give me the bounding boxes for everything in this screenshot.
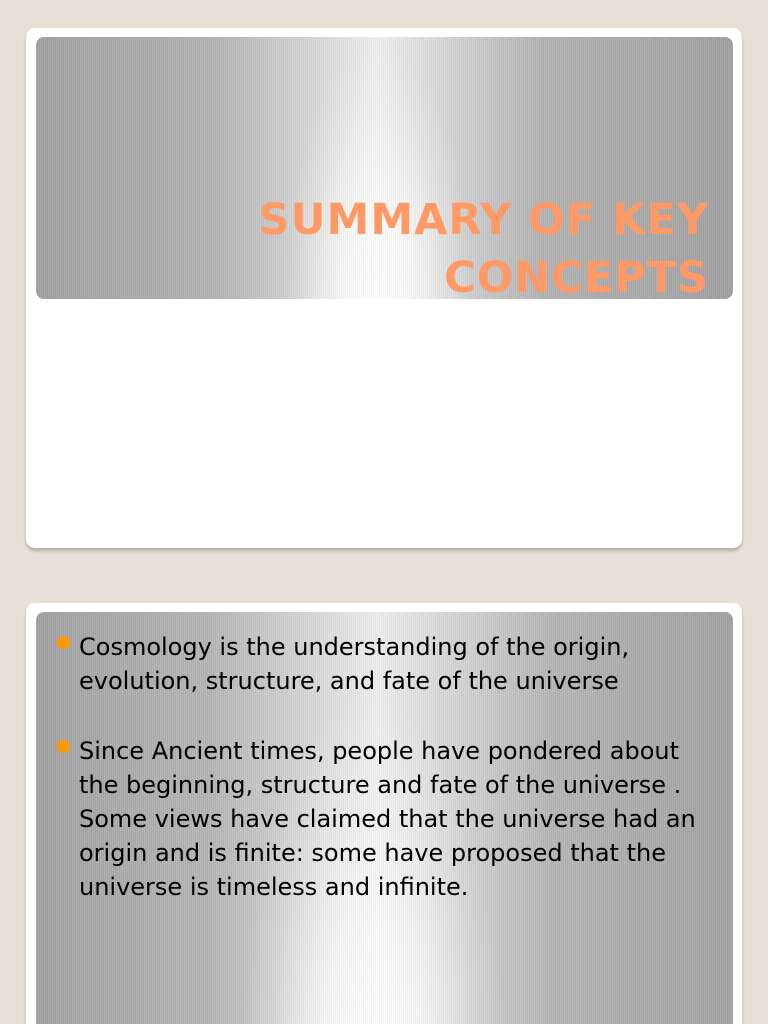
content-panel <box>36 612 733 1024</box>
bullet-text: Since Ancient times, people have pondered about the beginning, structure and fate of the universe . Some views have claimed that the universe had an origin and is finite: some have proposed that the universe is timeless and infinite. <box>79 737 696 901</box>
bullet-text: Cosmology is the understanding of the origin, evolution, structure, and fate of the universe <box>79 633 630 695</box>
slide-title: SUMMARY OF KEY CONCEPTS <box>258 195 709 299</box>
bullet-list <box>52 630 724 940</box>
orange-dot-bullet-icon <box>57 740 70 753</box>
slide-2[interactable] <box>26 603 742 1024</box>
bullet-item-ancient-views <box>52 734 724 904</box>
slide-1[interactable] <box>26 28 742 548</box>
title-panel <box>36 37 733 299</box>
orange-dot-bullet-icon <box>57 636 70 649</box>
bullet-item-cosmology <box>52 630 724 698</box>
